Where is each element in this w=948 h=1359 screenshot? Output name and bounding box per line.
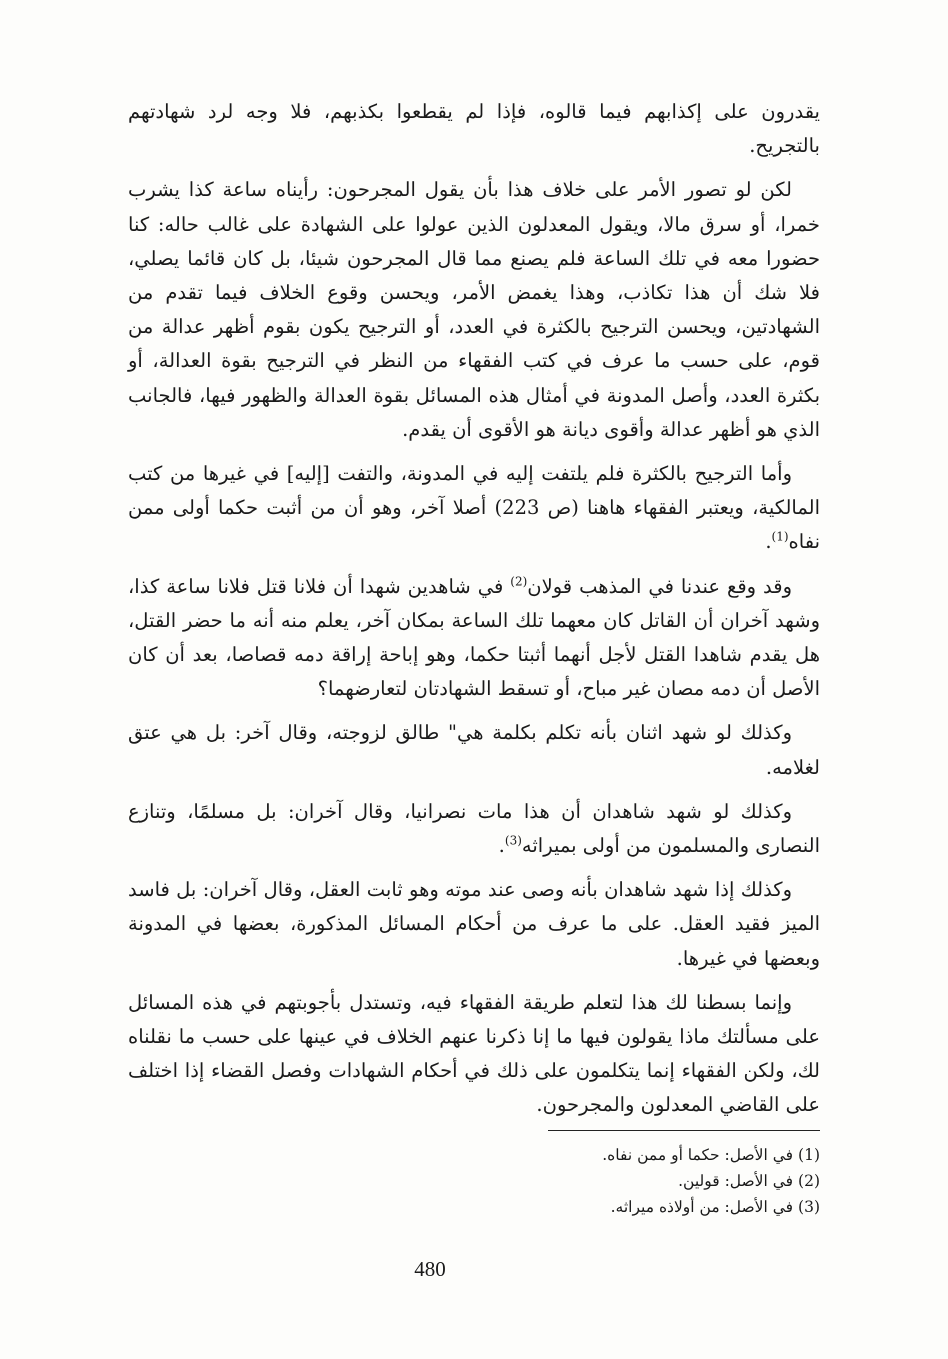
paragraph-text: وقد وقع عندنا في المذهب قولان xyxy=(527,574,792,598)
footnote-divider xyxy=(548,1130,820,1131)
footnotes xyxy=(420,1142,820,1220)
paragraph xyxy=(128,795,820,863)
sentence-end: . xyxy=(765,530,772,554)
paragraph: لكن لو تصور الأمر على خلاف هذا بأن يقول المجرحون: رأيناه ساعة كذا يشرب خمرا، أو سرق مالا، ويقول المعدلون الذين عولوا على الشهادة على غالب حاله: كنا حضورا معه في تلك الساعة فلم يصنع مما قال المجرحون شيئا، بل كان قائما يصلي، فلا شك أن هذا تكاذب، وهذا يغمض الأمر، ويحسن وقوع الخلاف فيما تقدم من الشهادتين، ويحسن الترجيح بالكثرة في العدد، أو الترجيح يكون بقوم أظهر عدالة من قوم، على حسب ما عرف في كتب الفقهاء من النظر في الترجيح بقوة العدالة، أو بكثرة العدد، وأصل المدونة في أمثال هذه المسائل بقوة العدالة والظهور فيها، فالجانب الذي هو أظهر عدالة وأقوى ديانة هو الأقوى أن يقدم. xyxy=(128,178,820,441)
paragraph: وكذلك لو شهد اثنان بأنه تكلم بكلمة هي" طالق لزوجته، وقال آخر: بل هي عتق لغلامه. xyxy=(128,721,820,779)
paragraph-text: في شاهدين شهدا أن فلانا قتل فلانا ساعة كذا، وشهد آخران أن القاتل كان معهما تلك الساعة بمكان آخر، يعلم منه أنه ما حضر القتل، هل يقدم شاهدا القتل لأجل أنهما أثبتا حكما، وهو إباحة إراقة دمه قصاصا، بعد أن كان الأصل أن دمه مصان غير مباح، أو تسقط الشهادتان لتعارضهما؟ xyxy=(128,574,820,701)
sentence-end: . xyxy=(498,834,505,858)
paragraph-text: وأما الترجيح بالكثرة فلم يلتفت إليه في المدونة، والتفت [إليه] في غيرها من كتب المالكية، ويعتبر الفقهاء هاهنا (ص 223) أصلا آخر، وهو أن من أثبت حكما أولى ممن نفاه xyxy=(128,462,820,554)
paragraph xyxy=(128,457,820,560)
paragraph: وكذلك إذا شهد شاهدان بأنه وصى عند موته وهو ثابت العقل، وقال آخران: بل فاسد الميز فقيد العقل. على ما عرف من أحكام المسائل المذكورة، بعضها في المدونة وبعضها في غيرها. xyxy=(128,878,820,970)
paragraph-text: وكذلك لو شهد شاهدان أن هذا مات نصرانيا، وقال آخران: بل مسلمًا، وتنازع النصارى والمسلمون من أولى بميراثه xyxy=(128,799,820,858)
footnote: (3) في الأصل: من أولاذه ميراثه. xyxy=(610,1198,820,1216)
paragraph-continuation: يقدرون على إكذابهم فيما قالوه، فإذا لم يقطعوا بكذبهم، فلا وجه لرد شهادتهم بالتجريح. xyxy=(128,100,820,158)
paragraph: وإنما بسطنا لك هذا لتعلم طريقة الفقهاء فيه، وتستدل بأجوبتهم في هذه المسائل على مسألتك ماذا يقولون فيها ما إنا ذكرنا عنهم الخلاف في عينها على حسب ما نقلناه لك، ولكن الفقهاء إنما يتكلمون على ذلك في أحكام الشهادات وفصل القضاء إذا اختلف على القاضي المعدلون والمجرحون. xyxy=(128,990,820,1117)
main-text xyxy=(128,95,820,1133)
page-number: 480 xyxy=(414,1257,446,1281)
paragraph xyxy=(128,570,820,707)
footnote-ref: (3) xyxy=(504,833,522,848)
footnote: (1) في الأصل: حكما أو ممن نفاه. xyxy=(602,1146,820,1164)
footnote-ref: (1) xyxy=(771,529,789,544)
footnote: (2) في الأصل: قولين. xyxy=(678,1172,820,1190)
footnote-ref: (2) xyxy=(510,574,528,589)
